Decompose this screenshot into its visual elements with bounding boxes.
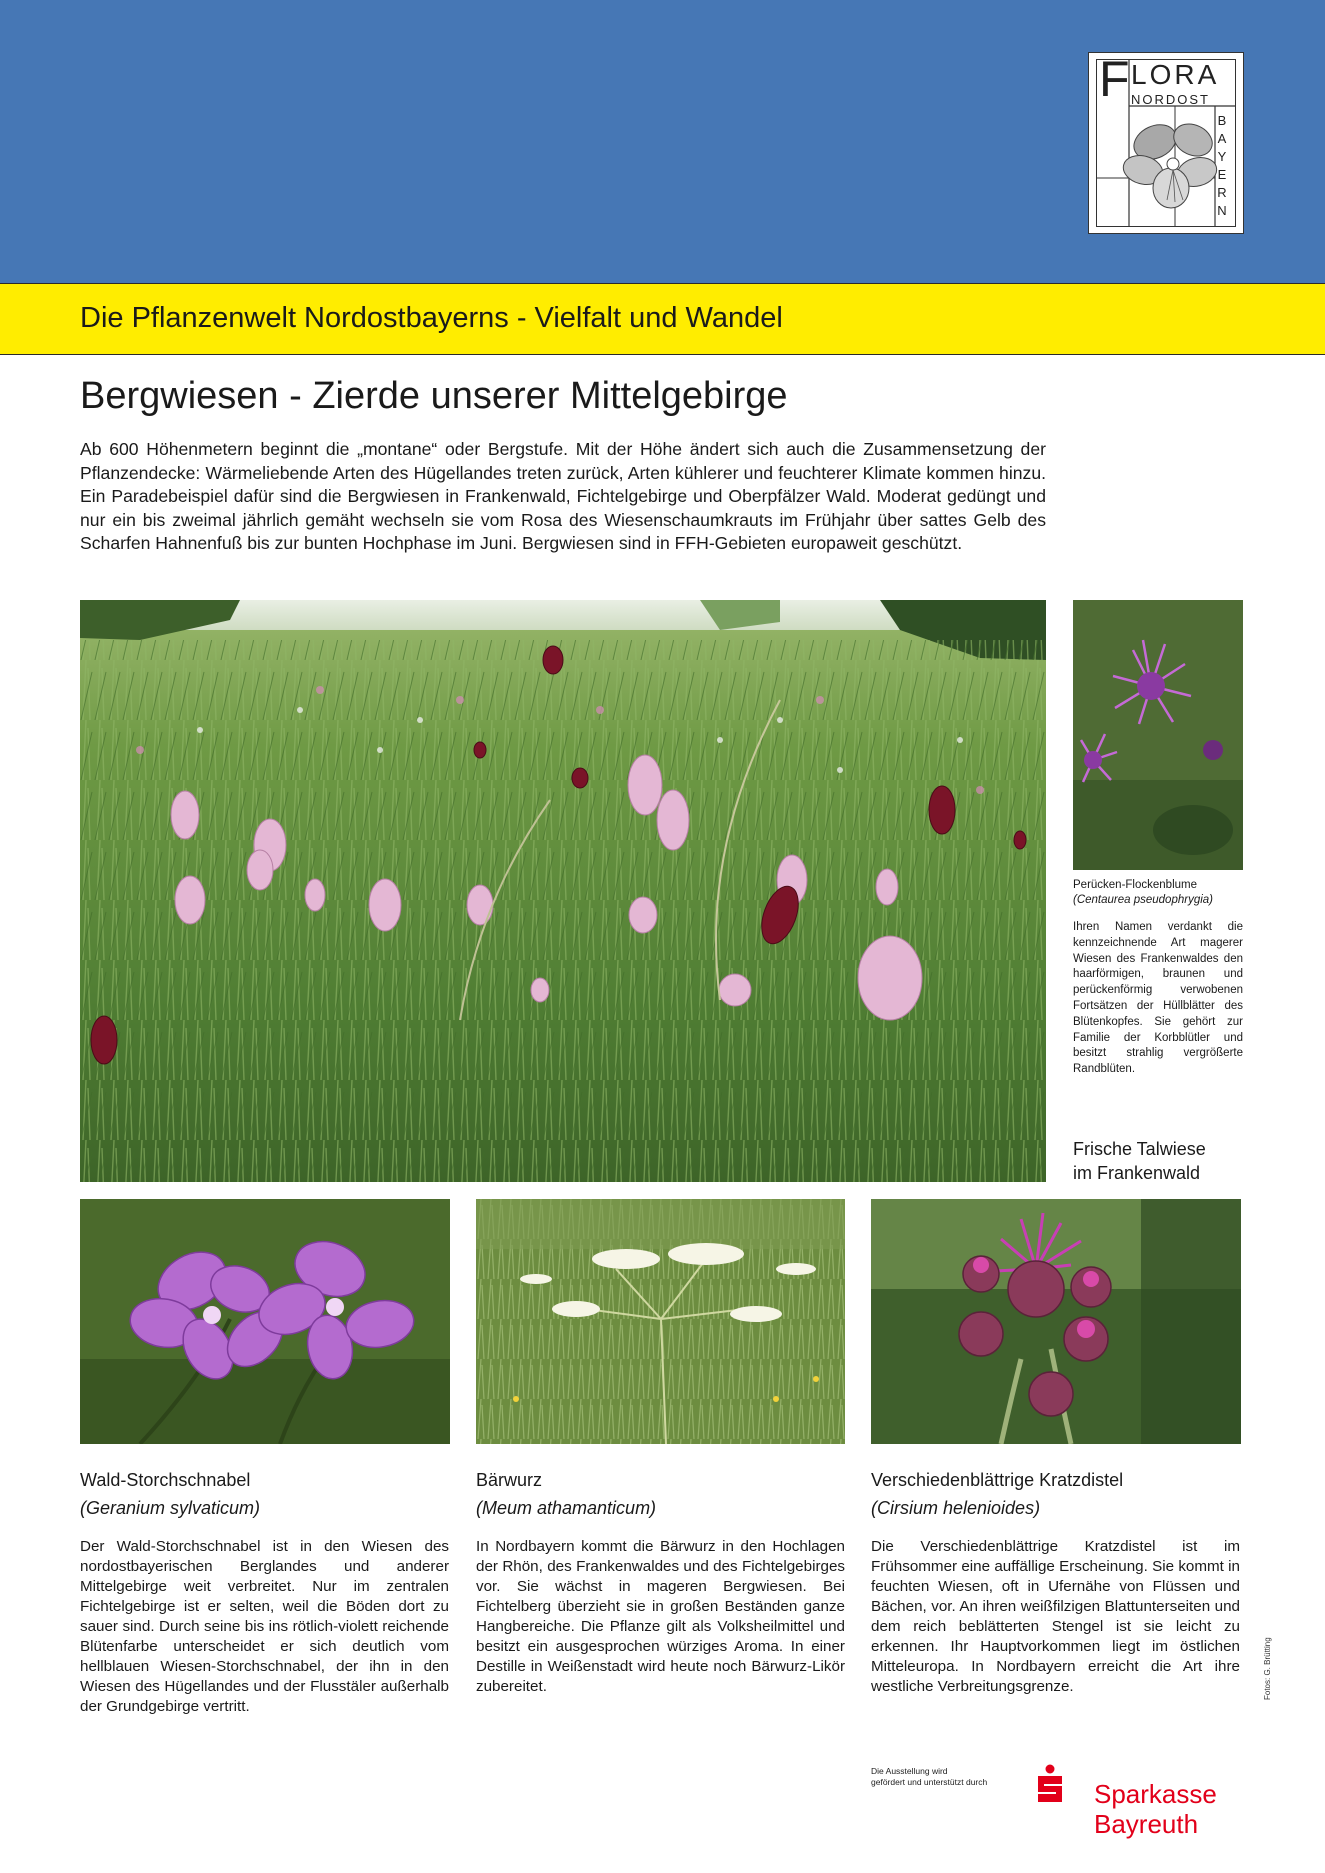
flockenblume-latin: (Centaurea pseudophrygia) [1073,894,1214,906]
storchschnabel-photo [80,1199,450,1444]
logo-bayern [1215,112,1229,220]
species-latin: (Geranium sylvaticum) [80,1498,261,1518]
species-description: Die Verschiedenblättrige Kratzdistel ist im Frühsommer eine auffällige Erscheinung. Sie kommt in feuchten Wiesen, oft in Ufernähe von Flüssen und Bächen, vor. An ihren weißfilzigen Blattunterseiten und dem reich beblätterten Stengel ist sie leicht zu erkennen. Ihr Hauptvorkommen liegt im östlichen Mitteleuropa. In Nordbayern erreicht die Art ihre westliche Verbreitungsgrenze. [871,1538,1240,1695]
species-title: Verschiedenblättrige Kratzdistel [871,1470,1124,1490]
meadow-caption-line: Frische Talwiese [1073,1139,1206,1159]
page-title: Bergwiesen - Zierde unserer Mittelgebirge [80,375,788,417]
logo-letter: Y [1217,149,1227,164]
flora-nordost-bayern-logo [1088,52,1244,234]
species-title: Bärwurz [476,1470,543,1490]
sponsor-note [871,1766,1031,1788]
logo-letter: R [1217,185,1227,200]
logo-initial: F [1099,59,1130,107]
logo-letter: E [1217,167,1227,182]
photo-credit: Fotos: G. Brütting [1263,1637,1272,1700]
flockenblume-title: Perücken-Flockenblume [1073,879,1198,891]
species-latin: (Meum athamanticum) [476,1498,657,1518]
species-latin: (Cirsium helenioides) [871,1498,1041,1518]
logo-letter: A [1217,131,1227,146]
logo-lora: LORA [1131,59,1220,90]
species-title: Wald-Storchschnabel [80,1470,251,1490]
sponsor-note-line: gefördert und unterstützt durch [871,1777,988,1787]
intro-paragraph: Ab 600 Höhenmetern beginnt die „montane“ oder Bergstufe. Mit der Höhe ändert sich auch die Zusammensetzung der Pflanzendecke: Wärmeliebende Arten des Hügellandes treten zurück, Arten kühlerer und feuchterer Klimate kommen hinzu. Ein Paradebeispiel dafür sind die Bergwiesen in Frankenwald, Fichtelgebirge und Oberpfälzer Wald. Moderat gedüngt und nur ein bis zweimal jährlich gemäht wechseln sie vom Rosa des Wiesenschaumkrauts im Frühjahr über sattes Gelb des Scharfen Hahnenfuß bis zur bunten Hochphase im Juni. Bergwiesen sind in FFH-Gebieten europaweit geschützt. [80,439,1046,554]
flockenblume-photo [1073,600,1243,870]
flockenblume-description: Ihren Namen verdankt die kennzeichnende Art magerer Wiesen des Frankenwaldes den haarförmigen, braunen und perückenförmig verwobenen Fortsätzen der Hüllblätter des Blütenkopfes. Sie gehört zur Familie der Korbblütler und besitzt strahlig vergrößerte Randblüten. [1073,921,1243,1076]
kratzdistel-photo [871,1199,1241,1444]
exhibition-subtitle: Die Pflanzenwelt Nordostbayerns - Vielfalt und Wandel [80,302,783,334]
meadow-photo [80,600,1046,1182]
sponsor-name-line: Sparkasse [1094,1779,1217,1809]
sponsor-note-line: Die Ausstellung wird [871,1766,948,1776]
meadow-caption [1073,1137,1253,1185]
meadow-caption-line: im Frankenwald [1073,1163,1201,1183]
sponsor-name [1094,1779,1217,1839]
logo-letter: B [1217,113,1227,128]
baerwurz-photo [476,1199,845,1444]
sponsor-name-line: Bayreuth [1094,1809,1199,1839]
sparkasse-logo-icon [1036,1764,1064,1804]
logo-nordost: NORDOST [1131,92,1210,107]
logo-letter: N [1217,203,1227,218]
logo-frame [1096,59,1236,227]
species-description: Der Wald-Storchschnabel ist in den Wiesen des nordostbayerischen Berglandes und anderer Mittelgebirge weit verbreitet. Nur im zentralen Fichtelgebirge ist er selten, weil die Böden dort zu sauer sind. Durch seine bis ins rötlich-violett reichende Blütenfarbe unterscheidet er sich deutlich vom hellblauen Wiesen-Storchschnabel, der ihn in den Wiesen des Hügellandes und der Flusstäler außerhalb der Grundgebirge vertritt. [80,1538,449,1715]
species-description: In Nordbayern kommt die Bärwurz in den Hochlagen der Rhön, des Frankenwaldes und des Fichtelgebirges vor. Sie wächst in mageren Bergwiesen. Bei Fichtelberg überzieht sie in großen Beständen ganze Hangbereiche. Die Pflanze gilt als Volksheilmittel und besitzt ein ausgesprochen würziges Aroma. In einer Destille in Weißenstadt wird heute noch Bärwurz-Likör zubereitet. [476,1538,845,1695]
